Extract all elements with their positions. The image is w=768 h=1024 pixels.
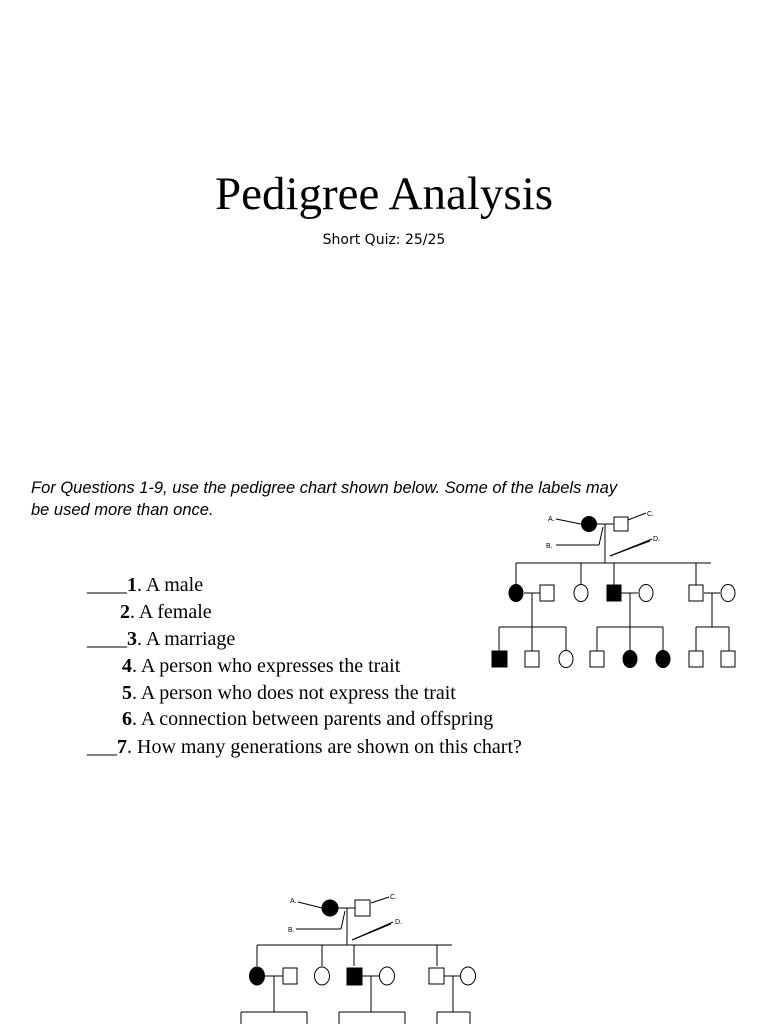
pedigree-label-a: A. — [290, 898, 297, 905]
affected-male-symbol — [607, 585, 621, 601]
affected-female-symbol — [322, 900, 338, 916]
question-1 — [87, 572, 203, 598]
affected-male-symbol — [347, 968, 362, 985]
female-symbol — [315, 967, 330, 985]
female-symbol — [559, 651, 573, 668]
instructions-text: For Questions 1-9, use the pedigree chart shown below. Some of the labels may be used more than once. — [31, 479, 618, 519]
question-number: 7 — [117, 736, 127, 758]
female-symbol — [574, 585, 588, 602]
pedigree-label-c: C. — [647, 511, 654, 518]
male-symbol — [355, 900, 370, 916]
pedigree-label-d: D. — [395, 919, 402, 926]
question-text: . A marriage — [137, 628, 236, 650]
female-symbol — [721, 585, 735, 602]
pedigree-label-b: B. — [288, 927, 295, 934]
female-symbol — [461, 967, 476, 985]
question-2 — [120, 599, 212, 625]
pedigree-label-c: C. — [390, 894, 397, 901]
affected-female-symbol — [250, 967, 265, 985]
question-text: . A male — [137, 574, 204, 596]
answer-blank: ____ — [87, 628, 127, 650]
question-6 — [122, 706, 493, 732]
question-text: . A person who does not express the trait — [132, 682, 456, 704]
question-text: . A female — [130, 601, 212, 623]
question-text: . A connection between parents and offspring — [132, 708, 494, 730]
question-number: 2 — [120, 601, 130, 623]
question-7 — [87, 734, 522, 760]
question-number: 6 — [122, 708, 132, 730]
pedigree-label-b: B. — [546, 543, 553, 550]
male-symbol — [525, 651, 539, 667]
male-symbol — [540, 585, 554, 601]
question-number: 3 — [127, 628, 137, 650]
question-number: 5 — [122, 682, 132, 704]
question-3 — [87, 626, 235, 652]
answer-blank: ____ — [87, 574, 127, 596]
question-text: . How many generations are shown on this chart? — [127, 736, 522, 758]
page-subtitle: Short Quiz: 25/25 — [322, 232, 446, 248]
affected-male-symbol — [492, 651, 507, 667]
affected-female-symbol — [509, 585, 523, 602]
male-symbol — [689, 651, 703, 667]
pedigree-label-d: D. — [653, 536, 660, 543]
pedigree-lines — [499, 513, 729, 651]
question-number: 4 — [122, 655, 132, 677]
affected-female-symbol — [656, 651, 670, 668]
affected-female-symbol — [623, 651, 637, 668]
male-symbol — [283, 968, 297, 984]
page-title: Pedigree Analysis — [214, 168, 554, 220]
male-symbol — [721, 651, 735, 667]
female-symbol — [380, 967, 395, 985]
question-text: . A person who expresses the trait — [132, 655, 401, 677]
male-symbol — [614, 517, 628, 531]
answer-blank: ___ — [87, 736, 117, 758]
question-number: 1 — [127, 574, 137, 596]
question-4 — [122, 653, 400, 679]
female-symbol — [639, 585, 653, 602]
male-symbol — [429, 968, 444, 984]
male-symbol — [590, 651, 604, 667]
affected-female-symbol — [582, 517, 597, 532]
pedigree-chart — [470, 505, 760, 680]
pedigree-label-a: A. — [548, 516, 555, 523]
question-5 — [122, 680, 456, 706]
male-symbol — [689, 585, 703, 601]
pedigree-chart-copy — [230, 888, 530, 1024]
